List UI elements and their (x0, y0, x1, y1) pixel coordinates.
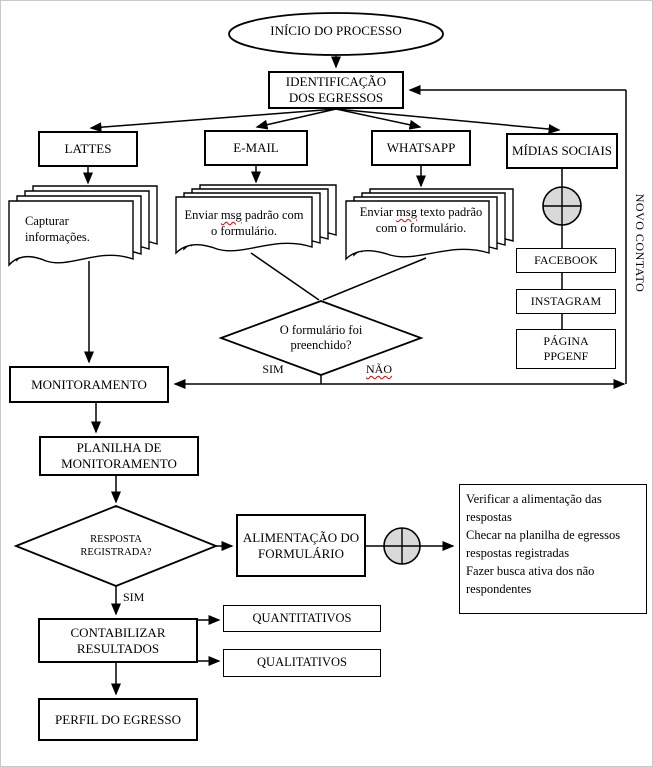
note-line: Verificar a alimentação das respostas (466, 492, 602, 524)
decision-resposta-label: RESPOSTA REGISTRADA? (80, 534, 152, 558)
node-label: ALIMENTAÇÃO DO FORMULÁRIO (242, 529, 360, 561)
node-label: INSTAGRAM (530, 294, 602, 309)
node-label: LATTES (64, 141, 112, 157)
branch-sim-label: SIM (262, 362, 284, 376)
note-line: Checar na planilha de egressos respostas registradas (466, 528, 621, 560)
doc-text-misspelled: msg (396, 205, 418, 219)
doc-whatsapp-label (353, 204, 489, 236)
note-box (459, 484, 647, 614)
doc-email-label (181, 207, 307, 239)
doc-text: Enviar (184, 208, 221, 222)
junction-circle-social (543, 187, 581, 225)
doc-text: texto padrão com o formulário. (375, 205, 483, 235)
node-label: WHATSAPP (386, 140, 456, 156)
note-line: Fazer busca ativa dos não respondentes (466, 564, 595, 596)
node-email (204, 130, 308, 166)
node-midias-sociais (506, 133, 618, 169)
novo-contato-label: NOVO CONTATO (633, 193, 647, 293)
node-label: MONITORAMENTO (31, 376, 147, 392)
node-instagram (516, 289, 616, 314)
node-perfil-egresso (38, 698, 198, 741)
junction-circle-alimentacao (384, 528, 420, 564)
doc-text-misspelled: msg (220, 208, 242, 222)
node-label: E-MAIL (233, 140, 279, 156)
node-label: MÍDIAS SOCIAIS (511, 143, 613, 159)
branch-nao-label: NÃO (366, 362, 392, 376)
node-label: PLANILHA DE MONITORAMENTO (61, 440, 177, 471)
decision-formulario-label: O formulário foi preenchido? (279, 323, 363, 352)
doc-text: padrão com o formulário. (211, 208, 304, 238)
node-qualitativos (223, 649, 381, 677)
node-label: FACEBOOK (534, 253, 598, 268)
node-identificacao-egressos (268, 71, 404, 109)
node-label: PERFIL DO EGRESSO (55, 711, 181, 727)
node-pagina-ppgenf (516, 329, 616, 369)
node-whatsapp (371, 130, 471, 166)
node-quantitativos (223, 605, 381, 632)
node-planilha-monitoramento (39, 436, 199, 476)
doc-lattes-label: Capturar informações. (25, 214, 90, 244)
node-label: QUANTITATIVOS (252, 610, 352, 625)
doc-text: Enviar (359, 205, 397, 219)
node-lattes (38, 131, 138, 167)
node-alimentacao-formulario (236, 514, 366, 577)
node-contabilizar-resultados (38, 618, 198, 663)
node-label: CONTABILIZAR RESULTADOS (70, 624, 166, 656)
node-facebook (516, 248, 616, 273)
branch-sim2-label: SIM (123, 590, 145, 604)
node-label: QUALITATIVOS (257, 655, 347, 670)
node-label: IDENTIFICAÇÃO DOS EGRESSOS (285, 74, 387, 105)
start-label: INÍCIO DO PROCESSO (270, 23, 402, 38)
node-monitoramento (9, 366, 169, 403)
node-label: PÁGINA PPGENF (543, 334, 589, 363)
